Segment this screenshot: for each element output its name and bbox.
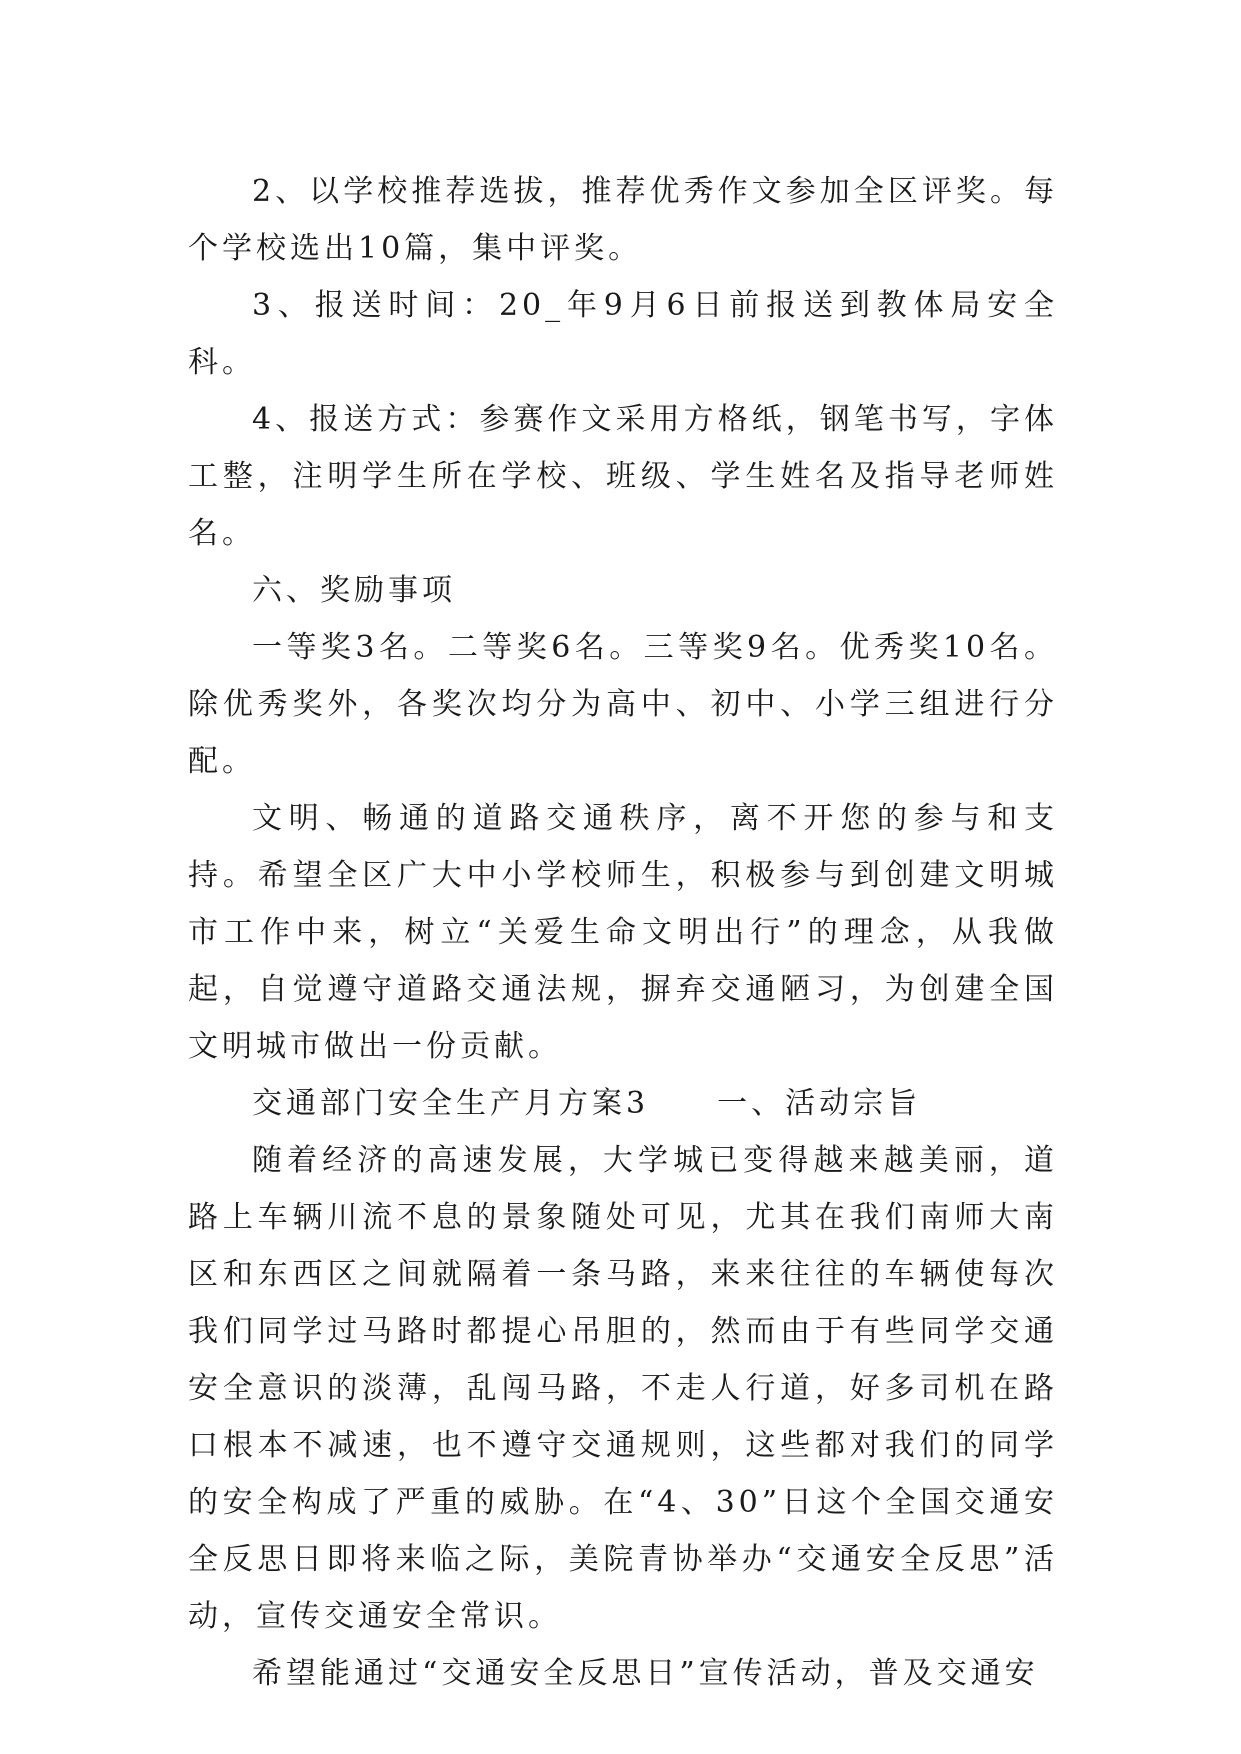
document-subtitle: 交通部门安全生产月方案3 — [252, 1086, 650, 1121]
section-heading: 六、奖励事项 — [252, 573, 456, 608]
document-body — [188, 163, 1058, 1702]
paragraph: 3、报送时间：20_年9月6日前报送到教体局安全科。 — [188, 288, 1058, 380]
paragraph: 4、报送方式：参赛作文采用方格纸，钢笔书写，字体工整，注明学生所在学校、班级、学生姓名及指导老师姓名。 — [188, 402, 1058, 551]
paragraph: 文明、畅通的道路交通秩序，离不开您的参与和支持。希望全区广大中小学校师生，积极参与到创建文明城市工作中来，树立“关爱生命文明出行”的理念，从我做起，自觉遵守道路交通法规，摒弃交通陋习，为创建全国文明城市做出一份贡献。 — [188, 801, 1058, 1064]
subtitle-line — [188, 1075, 1058, 1132]
section-heading: 一、活动宗旨 — [717, 1086, 922, 1121]
paragraph: 2、以学校推荐选拔，推荐优秀作文参加全区评奖。每个学校选出10篇，集中评奖。 — [188, 174, 1058, 266]
paragraph: 一等奖3名。二等奖6名。三等奖9名。优秀奖10名。除优秀奖外，各奖次均分为高中、初中、小学三组进行分配。 — [188, 630, 1058, 779]
paragraph: 希望能通过“交通安全反思日”宣传活动，普及交通安 — [252, 1656, 1039, 1691]
paragraph: 随着经济的高速发展，大学城已变得越来越美丽，道路上车辆川流不息的景象随处可见，尤其在我们南师大南区和东西区之间就隔着一条马路，来来往往的车辆使每次我们同学过马路时都提心吊胆的，然而由于有些同学交通安全意识的淡薄，乱闯马路，不走人行道，好多司机在路口根本不减速，也不遵守交通规则，这些都对我们的同学的安全构成了严重的威胁。在“4、30”日这个全国交通安全反思日即将来临之际，美院青协举办“交通安全反思”活动，宣传交通安全常识。 — [188, 1143, 1058, 1634]
